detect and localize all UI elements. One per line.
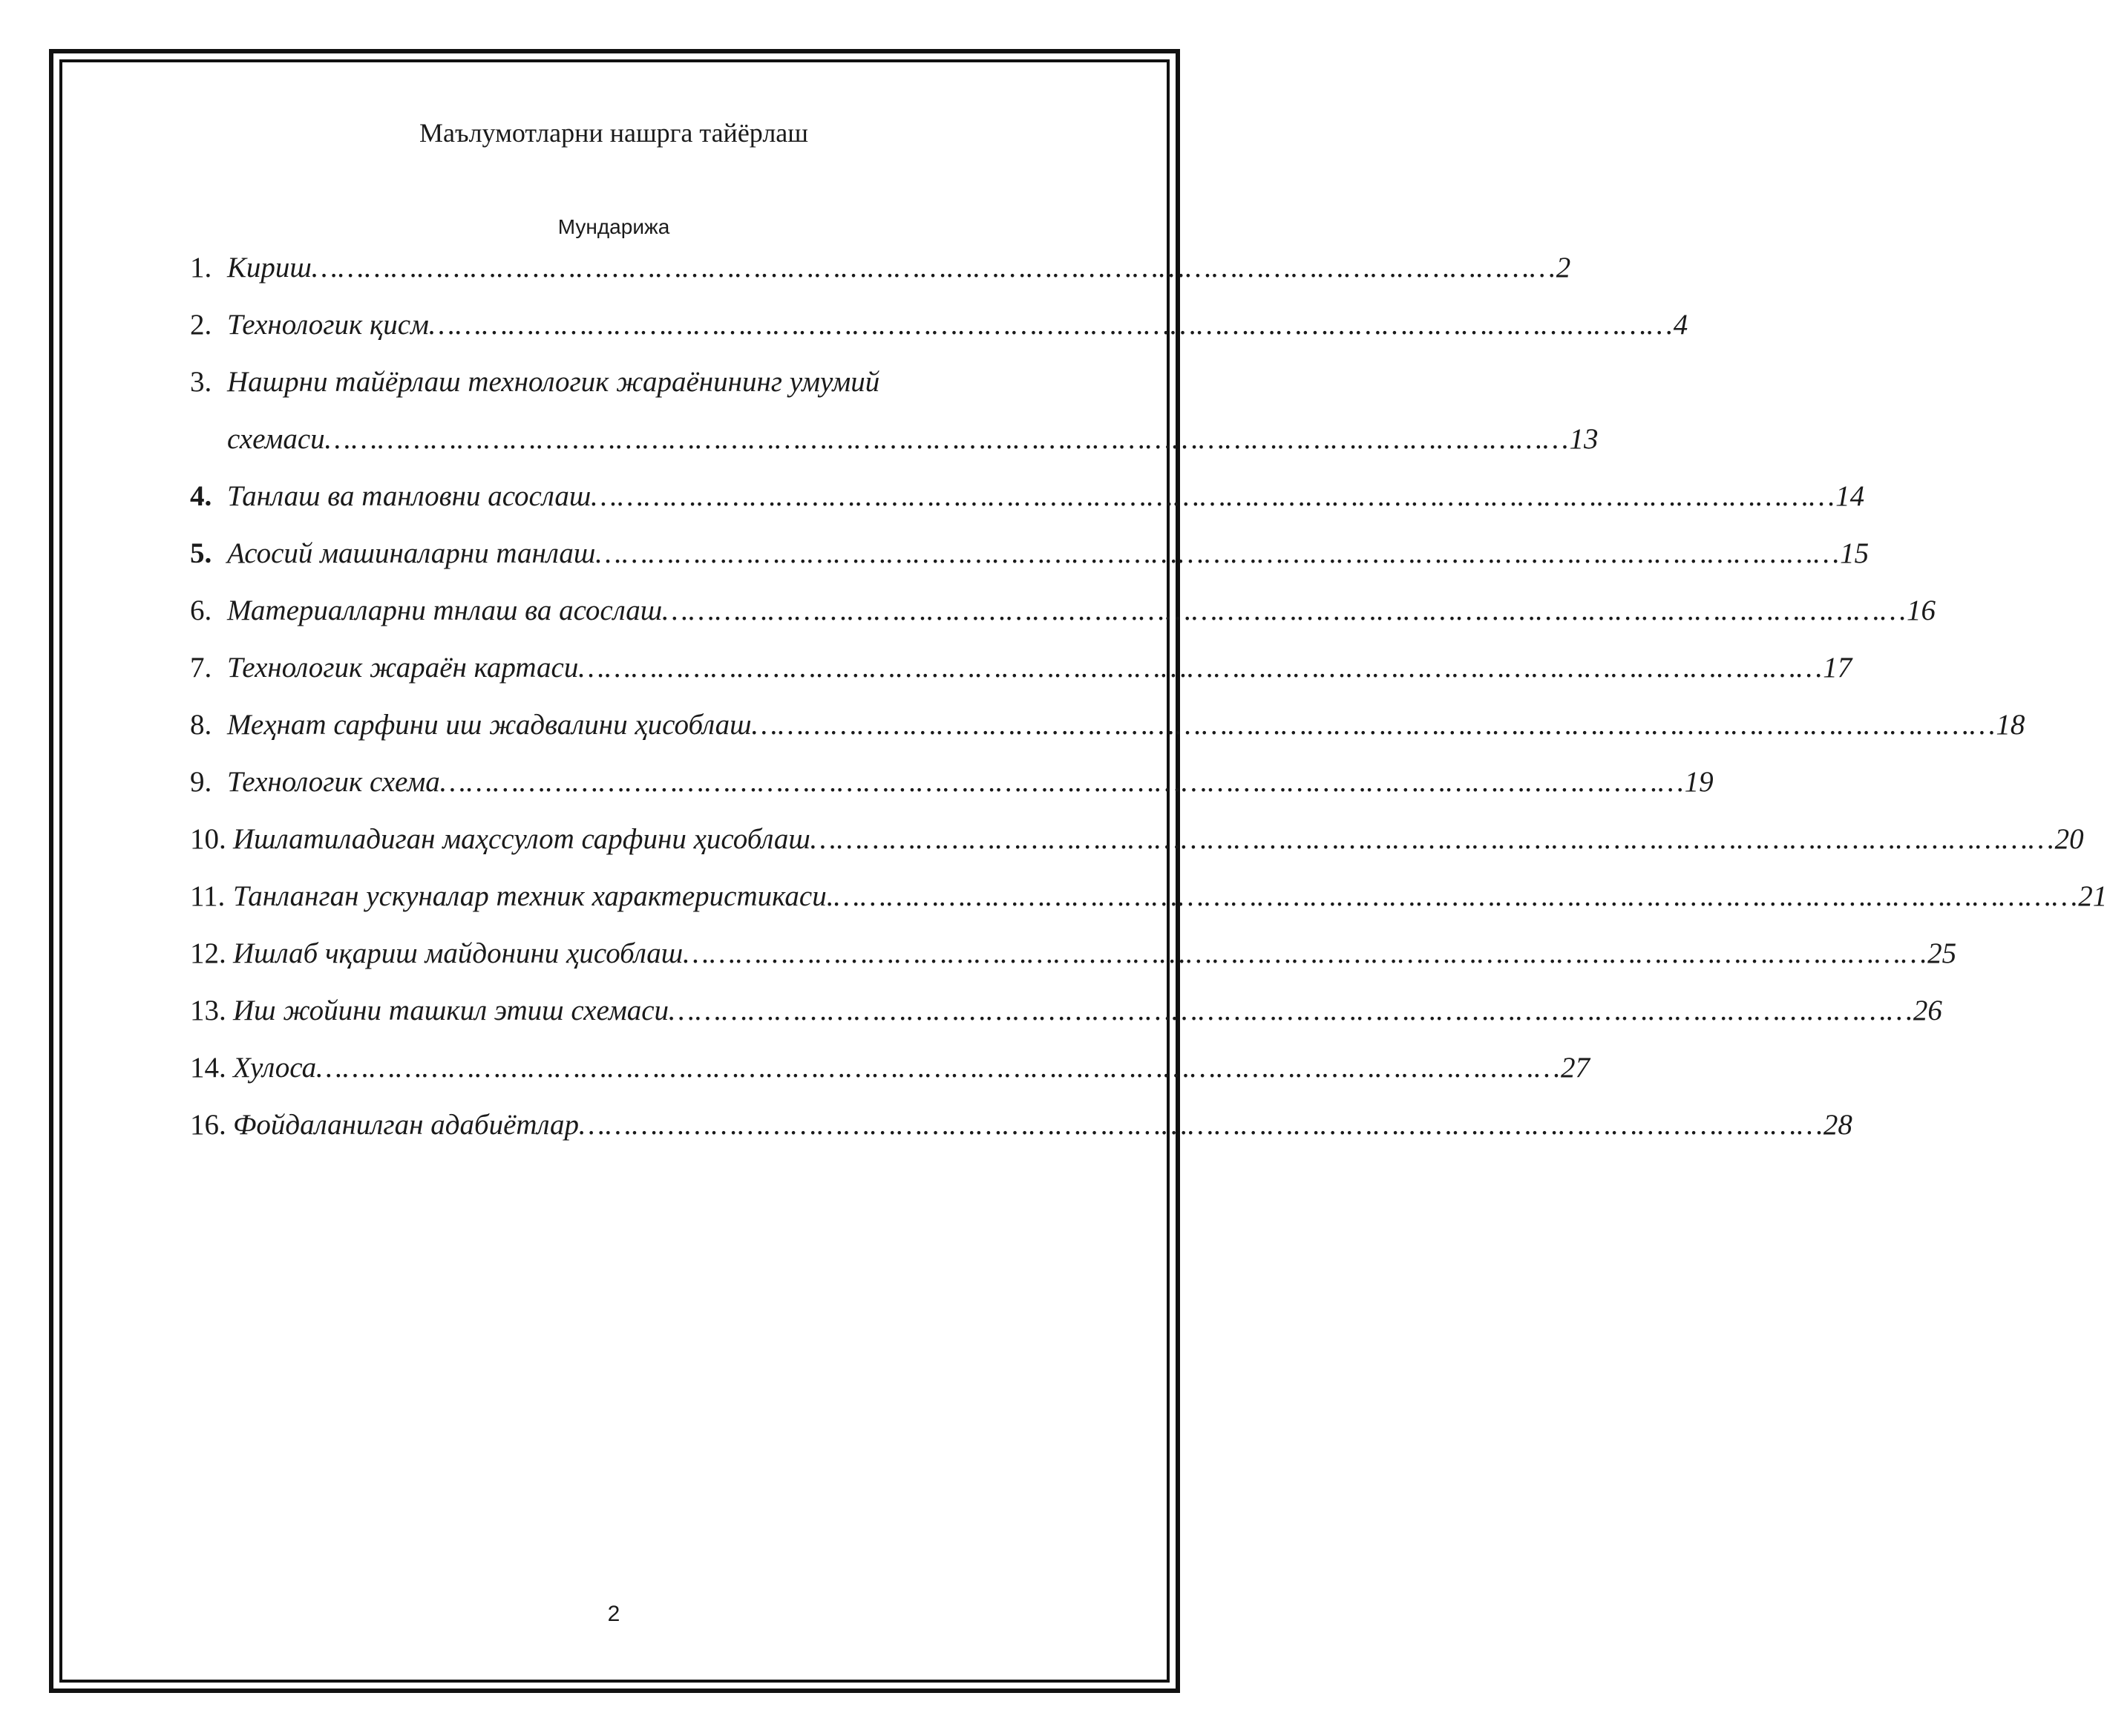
toc-entry-number: 3. — [190, 366, 212, 398]
toc-entry-title: Танлаш ва танловни асослаш — [227, 480, 592, 512]
toc-entry-continuation — [190, 410, 1599, 468]
toc-dot-leader: …………………………………………………………………………………………………………………………… — [439, 766, 1685, 798]
toc-entry — [190, 639, 1852, 696]
toc-dot-leader: …………………………………………………………………………………………………………………………… — [324, 423, 1570, 455]
document-title: Маълумотларни нашрга тайёрлаш — [419, 118, 808, 148]
toc-entry-page: 4 — [1673, 309, 1688, 341]
toc-entry-number: 6. — [190, 595, 212, 626]
toc-dot-leader: …………………………………………………………………………………………………………………………… — [810, 823, 2055, 855]
toc-entry-page: 15 — [1840, 537, 1870, 569]
toc-dot-leader: …………………………………………………………………………………………………………………………… — [751, 709, 1996, 741]
toc-entry-title: Нашрни тайёрлаш технологик жараёнининг умумий — [227, 366, 880, 398]
toc-entry-number: 7. — [190, 652, 212, 684]
toc-entry-number: 1. — [190, 252, 212, 284]
toc-entry — [190, 925, 1957, 982]
toc-dot-leader: …………………………………………………………………………………………………………………………… — [579, 1109, 1823, 1141]
toc-entry-number: 12. — [190, 937, 226, 969]
toc-entry — [190, 525, 1870, 582]
toc-entry-page: 25 — [1927, 937, 1957, 969]
toc-entry-page: 21 — [2078, 880, 2107, 912]
toc-entry-number: 14. — [190, 1052, 226, 1084]
toc-entry — [190, 810, 2084, 868]
toc-entry-title: Кириш — [227, 252, 312, 284]
toc-entry — [190, 296, 1688, 353]
toc-entry-number: 13. — [190, 995, 226, 1026]
toc-entry — [190, 696, 2025, 753]
toc-entry-title: схемаси — [227, 423, 325, 455]
toc-entry-title: Материалларни тнлаш ва асослаш — [227, 595, 663, 626]
toc-entry-page: 17 — [1823, 652, 1852, 684]
toc-entry-title: Технологик схема — [227, 766, 440, 798]
toc-entry — [190, 868, 2107, 925]
toc-entry-number: 8. — [190, 709, 212, 741]
toc-entry-title: Иш жойини ташкил этиш схемаси — [233, 995, 669, 1026]
toc-dot-leader: …………………………………………………………………………………………………………………………… — [669, 995, 1913, 1026]
toc-entry-number: 9. — [190, 766, 212, 798]
toc-entry — [190, 753, 1714, 810]
toc-entry-page: 28 — [1823, 1109, 1852, 1141]
toc-entry-page: 18 — [1996, 709, 2025, 741]
toc-entry-page: 27 — [1560, 1052, 1590, 1084]
toc-entry-title: Фойдаланилган адабиётлар — [233, 1109, 580, 1141]
toc-entry — [190, 582, 1936, 639]
toc-dot-leader: …………………………………………………………………………………………………………………………… — [591, 480, 1836, 512]
toc-entry-number: 2. — [190, 309, 212, 341]
toc-entry-number: 5. — [190, 537, 212, 569]
toc-entry-page: 2 — [1556, 252, 1571, 284]
toc-dot-leader: …………………………………………………………………………………………………………………………… — [311, 252, 1556, 284]
toc-entry-number: 16. — [190, 1109, 226, 1141]
toc-entry-title: Асосий машиналарни танлаш — [227, 537, 596, 569]
toc-entry — [190, 982, 1942, 1039]
toc-entry-title: Технологик жараён картаси — [227, 652, 579, 684]
toc-entry-number: 11. — [190, 880, 226, 912]
toc-entry-page: 13 — [1569, 423, 1599, 455]
toc-dot-leader: …………………………………………………………………………………………………………………………… — [578, 652, 1823, 684]
toc-entry-page: 14 — [1835, 480, 1865, 512]
toc-dot-leader: …………………………………………………………………………………………………………………………… — [428, 309, 1674, 341]
toc-entry-title: Танланган ускуналар техник характеристикаси. — [233, 880, 834, 912]
table-of-contents — [190, 239, 2107, 1153]
page-number: 2 — [607, 1602, 620, 1626]
toc-dot-leader: …………………………………………………………………………………………………………………………… — [833, 880, 2079, 912]
toc-entry-title: Ишлатиладиган маҳссулот сарфини ҳисоблаш — [233, 823, 810, 855]
toc-entry — [190, 1096, 1852, 1153]
toc-entry-number: 4. — [190, 480, 212, 512]
toc-entry — [190, 353, 1133, 410]
toc-dot-leader: …………………………………………………………………………………………………………………………… — [595, 537, 1841, 569]
toc-dot-leader: …………………………………………………………………………………………………………………………… — [683, 937, 1928, 969]
toc-entry-page: 19 — [1684, 766, 1714, 798]
toc-entry-page: 16 — [1907, 595, 1936, 626]
toc-entry-number: 10. — [190, 823, 226, 855]
toc-entry — [190, 1039, 1590, 1096]
toc-dot-leader: …………………………………………………………………………………………………………………………… — [662, 595, 1907, 626]
toc-entry-title: Технологик қисм — [227, 309, 429, 341]
toc-heading: Мундарижа — [557, 215, 670, 238]
toc-dot-leader: …………………………………………………………………………………………………………………………… — [316, 1052, 1561, 1084]
toc-entry-title: Хулоса — [233, 1052, 317, 1084]
toc-entry — [190, 239, 1571, 296]
toc-entry-page: 20 — [2054, 823, 2084, 855]
toc-entry-page: 26 — [1913, 995, 1942, 1026]
toc-entry — [190, 468, 1865, 525]
toc-entry-title: Ишлаб чқариш майдонини ҳисоблаш — [233, 937, 684, 969]
toc-entry-title: Меҳнат сарфини иш жадвалини ҳисоблаш — [227, 709, 752, 741]
